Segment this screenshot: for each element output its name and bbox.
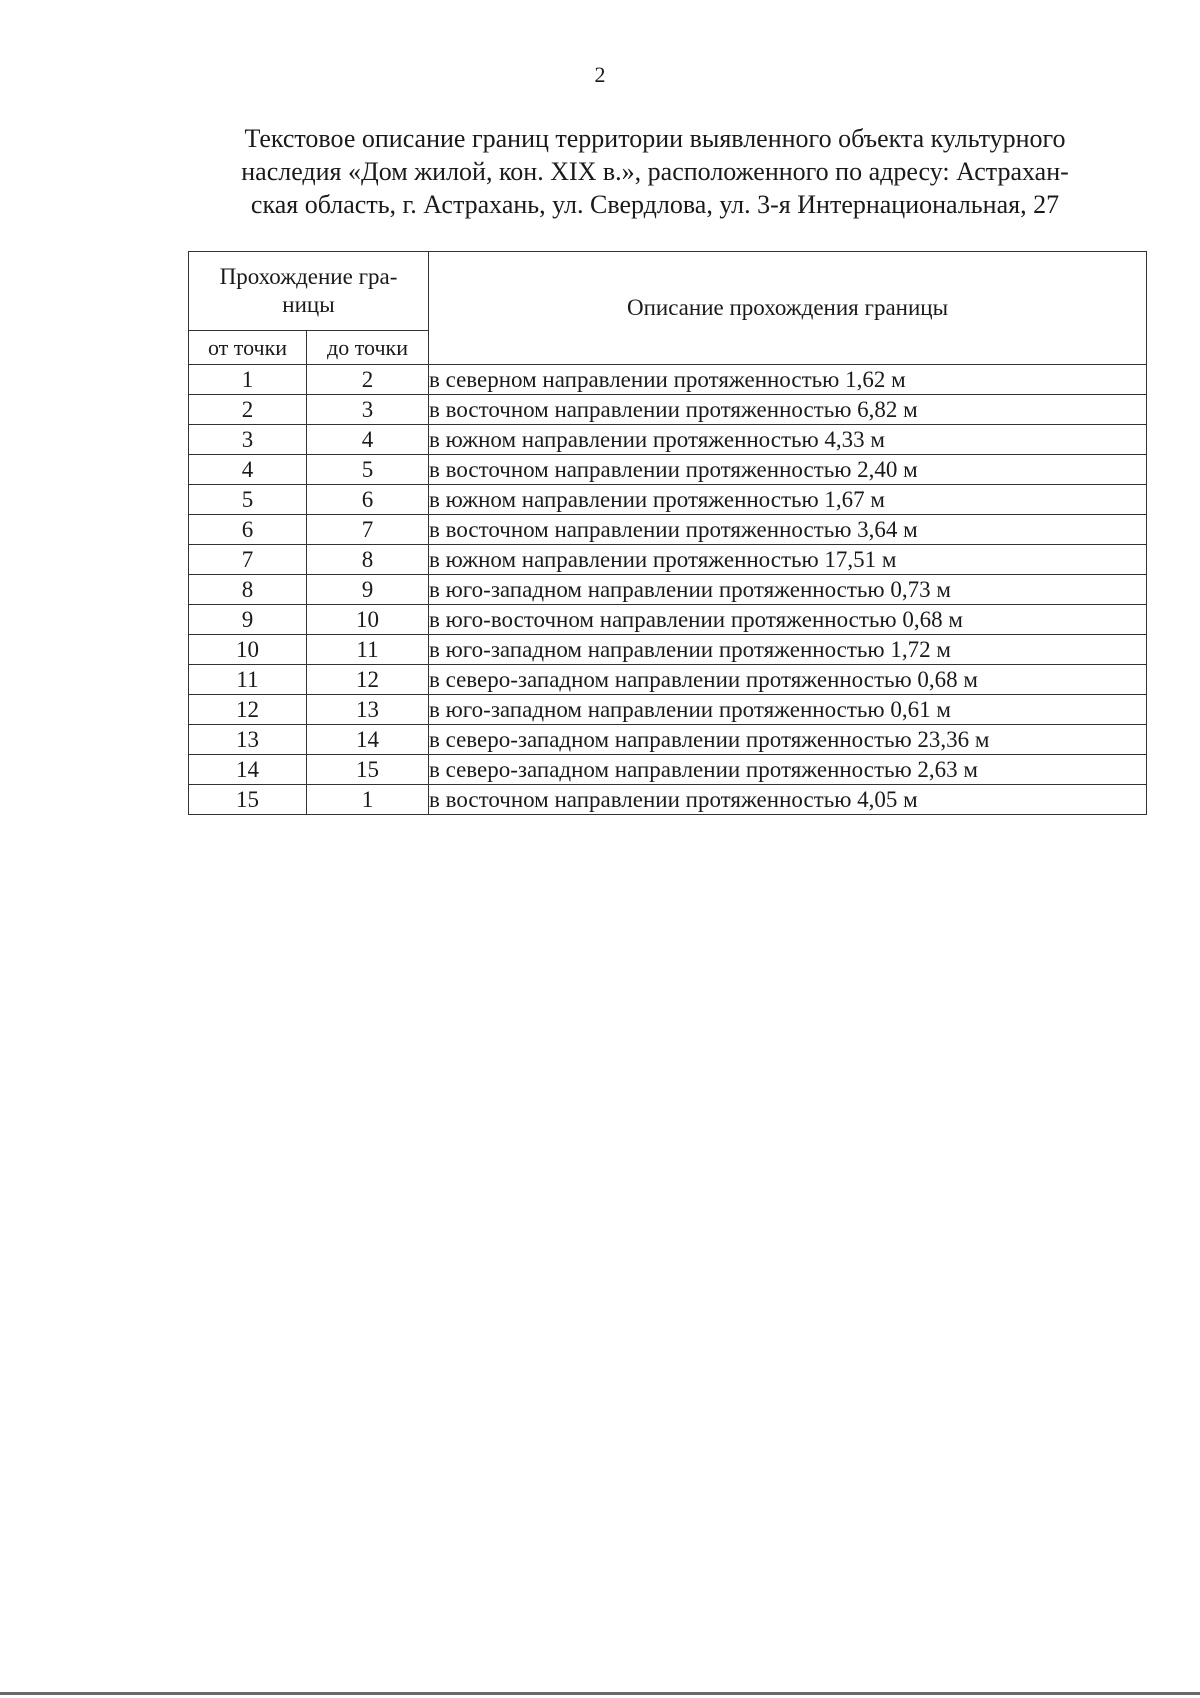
cell-description: в юго-западном направлении протяженностью 0,73 м (429, 575, 1147, 605)
title-line-1: Текстовое описание границ территории выявленного объекта культурного (244, 124, 1066, 153)
cell-to-point: 15 (307, 755, 429, 785)
table-row (189, 755, 1147, 785)
cell-to-point: 7 (307, 515, 429, 545)
header-description: Описание прохождения границы (429, 252, 1147, 365)
boundary-table (188, 251, 1147, 815)
cell-to-point: 12 (307, 665, 429, 695)
cell-description: в южном направлении протяженностью 17,51 м (429, 545, 1147, 575)
cell-to-point: 5 (307, 455, 429, 485)
cell-to-point: 2 (307, 365, 429, 395)
table-body (189, 365, 1147, 815)
cell-to-point: 11 (307, 635, 429, 665)
cell-from-point: 11 (189, 665, 307, 695)
cell-to-point: 9 (307, 575, 429, 605)
cell-description: в северном направлении протяженностью 1,62 м (429, 365, 1147, 395)
cell-description: в восточном направлении протяженностью 3,64 м (429, 515, 1147, 545)
cell-from-point: 14 (189, 755, 307, 785)
header-from-point: от точки (189, 331, 307, 365)
cell-from-point: 1 (189, 365, 307, 395)
table-row (189, 395, 1147, 425)
cell-description: в южном направлении протяженностью 4,33 м (429, 425, 1147, 455)
cell-description: в северо-западном направлении протяженностью 0,68 м (429, 665, 1147, 695)
cell-description: в юго-западном направлении протяженностью 0,61 м (429, 695, 1147, 725)
cell-to-point: 6 (307, 485, 429, 515)
cell-to-point: 8 (307, 545, 429, 575)
header-boundary-passage (189, 252, 429, 331)
cell-from-point: 6 (189, 515, 307, 545)
cell-from-point: 15 (189, 785, 307, 815)
table-row (189, 485, 1147, 515)
table-header (189, 252, 1147, 365)
header-group-line-1: Прохождение гра- (219, 264, 398, 289)
cell-to-point: 4 (307, 425, 429, 455)
cell-description: в восточном направлении протяженностью 4,05 м (429, 785, 1147, 815)
cell-from-point: 9 (189, 605, 307, 635)
page-number: 2 (594, 62, 606, 87)
cell-to-point: 10 (307, 605, 429, 635)
table-row (189, 575, 1147, 605)
table-row (189, 365, 1147, 395)
title-line-3: ская область, г. Астрахань, ул. Свердлова, ул. 3-я Интернациональная, 27 (250, 190, 1060, 219)
cell-description: в южном направлении протяженностью 1,67 м (429, 485, 1147, 515)
cell-to-point: 3 (307, 395, 429, 425)
table-row (189, 725, 1147, 755)
table-row (189, 455, 1147, 485)
table-row (189, 605, 1147, 635)
table-row (189, 785, 1147, 815)
document-title (190, 122, 1120, 221)
cell-from-point: 4 (189, 455, 307, 485)
cell-description: в юго-восточном направлении протяженностью 0,68 м (429, 605, 1147, 635)
cell-from-point: 3 (189, 425, 307, 455)
page-bottom-edge (0, 1692, 1200, 1695)
cell-from-point: 8 (189, 575, 307, 605)
title-line-2: наследия «Дом жилой, кон. XIX в.», расположенного по адресу: Астрахан- (241, 157, 1069, 186)
cell-to-point: 14 (307, 725, 429, 755)
table-row (189, 695, 1147, 725)
table-row (189, 665, 1147, 695)
cell-from-point: 13 (189, 725, 307, 755)
header-group-line-2: ницы (282, 292, 335, 317)
cell-from-point: 10 (189, 635, 307, 665)
cell-from-point: 7 (189, 545, 307, 575)
table-row (189, 515, 1147, 545)
cell-to-point: 13 (307, 695, 429, 725)
cell-from-point: 2 (189, 395, 307, 425)
cell-to-point: 1 (307, 785, 429, 815)
cell-description: в северо-западном направлении протяженностью 2,63 м (429, 755, 1147, 785)
header-to-point: до точки (307, 331, 429, 365)
cell-description: в северо-западном направлении протяженностью 23,36 м (429, 725, 1147, 755)
table-row (189, 545, 1147, 575)
cell-from-point: 12 (189, 695, 307, 725)
cell-description: в восточном направлении протяженностью 2,40 м (429, 455, 1147, 485)
cell-description: в юго-западном направлении протяженностью 1,72 м (429, 635, 1147, 665)
table-row (189, 635, 1147, 665)
table-row (189, 425, 1147, 455)
cell-from-point: 5 (189, 485, 307, 515)
cell-description: в восточном направлении протяженностью 6,82 м (429, 395, 1147, 425)
